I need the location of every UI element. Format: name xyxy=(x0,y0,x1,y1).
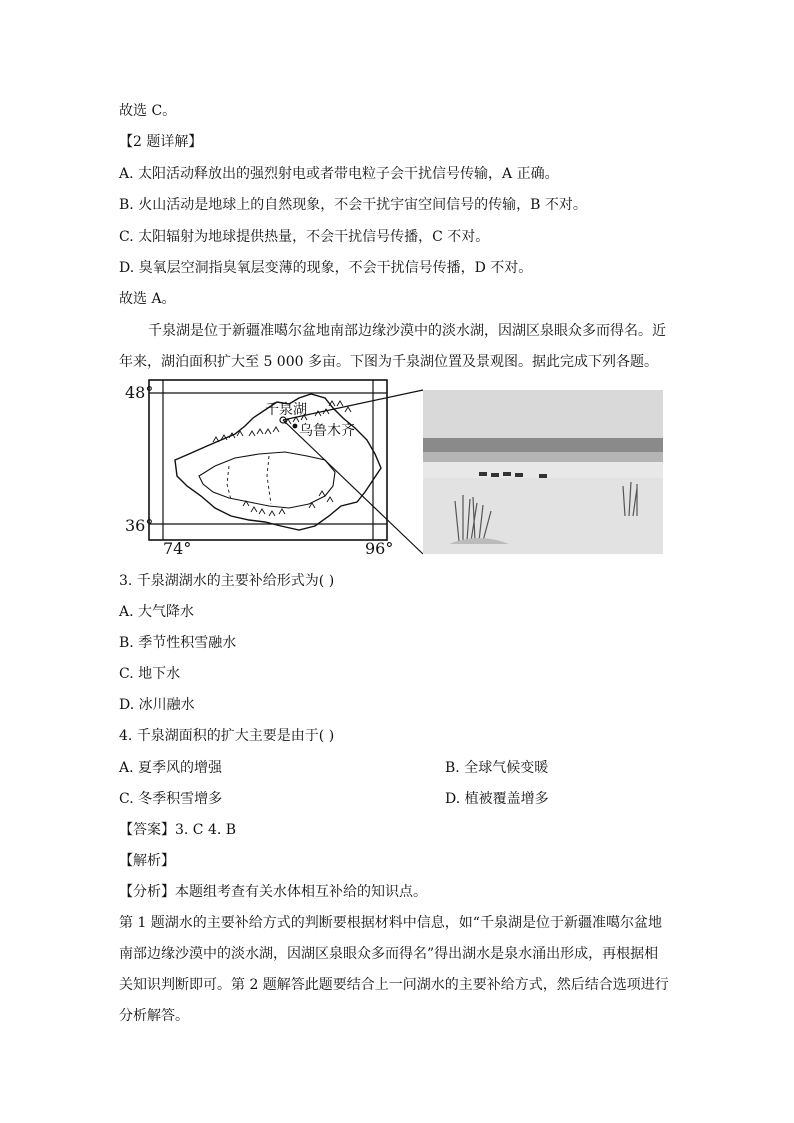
lon-74-label: 74° xyxy=(163,539,192,556)
answer-line: 【答案】3. C 4. B xyxy=(119,822,237,838)
question-4-option-d[interactable]: D. 植被覆盖增多 xyxy=(445,791,549,807)
line-1: 故选 C。 xyxy=(119,103,177,119)
analysis-line-3: 南部边缘沙漠中的淡水湖，因湖区泉眼众多而得名”得出湖水是泉水涌出形成，再根据相 xyxy=(119,946,659,962)
analysis-line-1: 【分析】本题组考查有关水体相互补给的知识点。 xyxy=(119,884,427,900)
question-3-option-c[interactable]: C. 地下水 xyxy=(119,666,181,682)
city-label: 乌鲁木齐 xyxy=(299,423,355,439)
intro-paragraph-line-2: 年来，湖泊面积扩大至 5 000 多亩。下图为千泉湖位置及景观图。据此完成下列各题。 xyxy=(119,354,658,370)
analysis-line-5: 分析解答。 xyxy=(119,1008,189,1024)
question-3-stem: 3. 千泉湖湖水的主要补给形式为( ) xyxy=(119,573,335,589)
question-4-stem: 4. 千泉湖面积的扩大主要是由于( ) xyxy=(119,728,335,744)
analysis-line-4: 关知识判断即可。第 2 题解答此题要结合上一问湖水的主要补给方式，然后结合选项进行 xyxy=(119,977,669,993)
desert-boundary xyxy=(227,456,271,504)
question-4-option-b[interactable]: B. 全球气候变暖 xyxy=(445,760,549,776)
line-conclusion: 故选 A。 xyxy=(119,291,176,307)
question-3-option-a[interactable]: A. 大气降水 xyxy=(119,604,195,620)
basin-outline xyxy=(199,452,335,508)
landscape-photo xyxy=(423,390,663,554)
line-option-d: D. 臭氧层空洞指臭氧层变薄的现象，不会干扰信号传播，D 不对。 xyxy=(119,260,533,276)
location-map xyxy=(119,376,665,556)
question-4-option-c[interactable]: C. 冬季积雪增多 xyxy=(119,791,223,807)
line-option-a: A. 太阳活动释放出的强烈射电或者带电粒子会干扰信号传输，A 正确。 xyxy=(119,166,559,182)
lon-96-label: 96° xyxy=(365,539,394,556)
analysis-line-2: 第 1 题湖水的主要补给方式的判断要根据材料中信息，如“千泉湖是位于新疆准噶尔盆地 xyxy=(119,915,662,931)
figure-map-and-photo xyxy=(119,376,665,556)
lake-label: 千泉湖 xyxy=(265,402,307,418)
question-3-option-b[interactable]: B. 季节性积雪融水 xyxy=(119,635,237,651)
section-header-q2-detail: 【2 题详解】 xyxy=(119,134,203,150)
intro-paragraph-line-1: 千泉湖是位于新疆准噶尔盆地南部边缘沙漠中的淡水湖，因湖区泉眼众多而得名。近 xyxy=(148,323,666,339)
question-3-option-d[interactable]: D. 冰川融水 xyxy=(119,697,195,713)
analysis-header: 【解析】 xyxy=(119,853,175,869)
city-marker xyxy=(293,424,298,429)
line-option-c: C. 太阳辐射为地球提供热量，不会干扰信号传播，C 不对。 xyxy=(119,229,490,245)
lat-36-label: 36° xyxy=(125,516,154,535)
lat-48-label: 48° xyxy=(125,383,154,402)
line-option-b: B. 火山活动是地球上的自然现象，不会干扰宇宙空间信号的传输，B 不对。 xyxy=(119,197,587,213)
pointer-line-bottom xyxy=(283,420,423,554)
question-4-option-a[interactable]: A. 夏季风的增强 xyxy=(119,760,223,776)
